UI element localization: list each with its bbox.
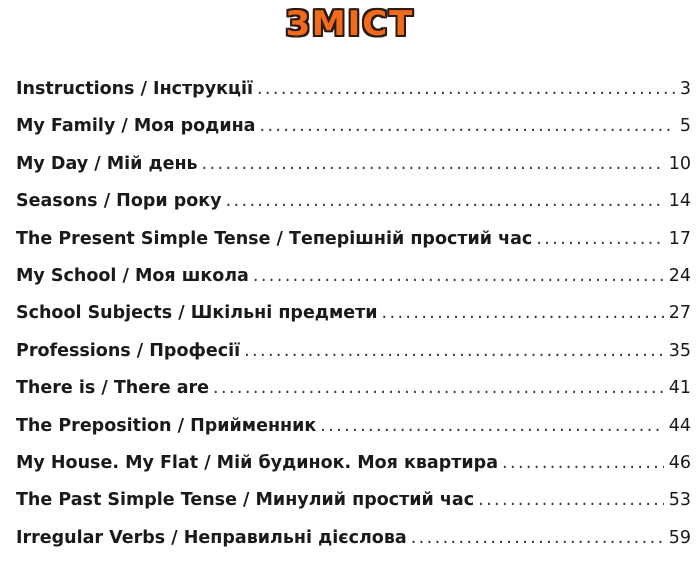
toc-entry-page: 59 <box>668 527 691 548</box>
toc-entry-label: Instructions / Інструкції <box>16 79 253 99</box>
toc-entry[interactable] <box>16 154 691 191</box>
dot-leader <box>502 453 664 473</box>
toc-entry[interactable] <box>16 79 691 116</box>
toc-entry-page: 44 <box>668 415 691 436</box>
toc-entry[interactable] <box>16 191 691 228</box>
toc-entry-label: Professions / Професії <box>16 340 241 361</box>
dot-leader <box>226 191 664 211</box>
toc-entry-page: 10 <box>668 153 691 174</box>
page-title: ЗМІСТ <box>285 4 415 44</box>
dot-leader <box>536 229 663 249</box>
toc-entry-label: School Subjects / Шкільні предмети <box>16 303 378 324</box>
dot-leader <box>244 341 664 361</box>
toc-entry-label: The Preposition / Прийменник <box>16 415 317 436</box>
toc-entry[interactable] <box>16 416 691 453</box>
toc-entry-label: My Family / Моя родина <box>16 116 256 137</box>
dot-leader <box>478 490 664 510</box>
table-of-contents <box>16 79 691 565</box>
toc-entry-page: 41 <box>668 378 691 399</box>
toc-entry-label: My House. My Flat / Мій будинок. Моя квартира <box>16 452 499 473</box>
toc-entry[interactable] <box>16 116 691 153</box>
dot-leader <box>213 378 664 398</box>
dot-leader <box>259 116 674 136</box>
toc-entry-page: 35 <box>668 340 691 361</box>
toc-entry[interactable] <box>16 378 691 415</box>
toc-entry-page: 3 <box>679 79 691 99</box>
toc-entry[interactable] <box>16 528 691 565</box>
toc-entry[interactable] <box>16 490 691 527</box>
dot-leader <box>253 266 664 286</box>
toc-entry[interactable] <box>16 453 691 490</box>
dot-leader <box>202 154 664 174</box>
toc-entry-label: There is / There are <box>16 378 210 399</box>
toc-entry[interactable] <box>16 303 691 340</box>
toc-entry[interactable] <box>16 266 691 303</box>
toc-entry-page: 53 <box>668 490 691 511</box>
toc-entry-page: 17 <box>668 228 691 249</box>
toc-entry-page: 27 <box>668 303 691 324</box>
dot-leader <box>257 79 675 99</box>
dot-leader <box>411 528 664 548</box>
toc-entry-label: Irregular Verbs / Неправильні дієслова <box>16 527 407 548</box>
toc-entry-label: My Day / Мій день <box>16 153 198 174</box>
toc-entry[interactable] <box>16 229 691 266</box>
toc-entry-page: 14 <box>668 191 691 212</box>
toc-entry-label: The Past Simple Tense / Минулий простий час <box>16 490 475 511</box>
toc-entry-page: 24 <box>668 265 691 286</box>
toc-entry[interactable] <box>16 341 691 378</box>
dot-leader <box>382 303 664 323</box>
toc-entry-page: 46 <box>668 452 691 473</box>
toc-entry-label: My School / Моя школа <box>16 265 249 286</box>
dot-leader <box>320 416 663 436</box>
toc-entry-label: The Present Simple Tense / Теперішній простий час <box>16 228 533 249</box>
toc-entry-label: Seasons / Пори року <box>16 191 222 212</box>
toc-entry-page: 5 <box>679 116 691 137</box>
